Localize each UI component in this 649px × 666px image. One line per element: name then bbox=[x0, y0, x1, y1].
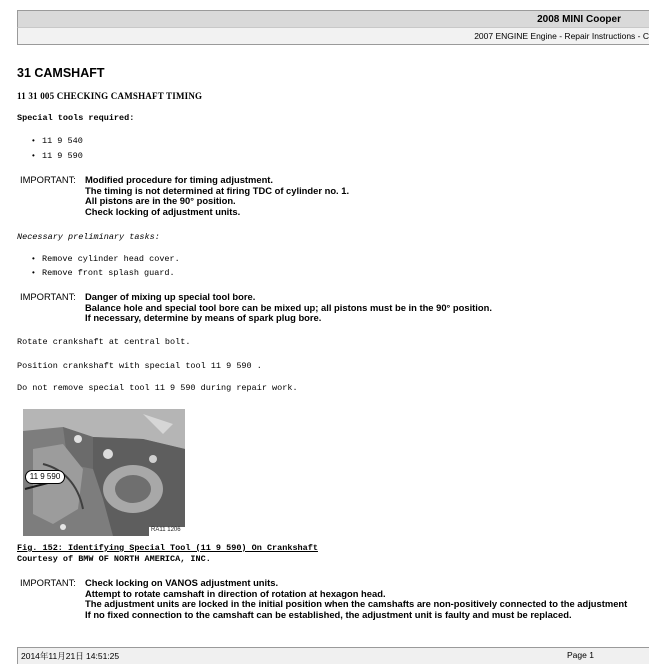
footer-timestamp: 2014年11月21日 14:51:25 bbox=[21, 651, 120, 661]
note-line: Check locking on VANOS adjustment units. bbox=[85, 577, 279, 588]
tool-callout-label: 11 9 590 bbox=[25, 470, 65, 484]
important-label: IMPORTANT: bbox=[20, 291, 76, 302]
note-line: Attempt to rotate camshaft in direction of rotation at hexagon head. bbox=[85, 587, 386, 599]
important-label: IMPORTANT: bbox=[20, 174, 76, 185]
page-footer bbox=[17, 647, 649, 664]
page-number: Page 1 bbox=[567, 650, 594, 660]
document-subtitle: 2007 ENGINE Engine - Repair Instructions - C bbox=[17, 27, 649, 45]
prelim-task-item: • Remove front splash guard. bbox=[32, 268, 175, 278]
document-header bbox=[17, 10, 649, 44]
special-tool-item: • 11 9 540 bbox=[32, 136, 83, 146]
note-line: If no fixed connection to the camshaft can be established, the adjustment unit is faulty and must be replaced. bbox=[85, 608, 572, 620]
special-tools-label: Special tools required: bbox=[17, 113, 135, 123]
prelim-task-item: • Remove cylinder head cover. bbox=[32, 254, 180, 264]
special-tool-item: • 11 9 590 bbox=[32, 151, 83, 161]
note-line: Check locking of adjustment units. bbox=[85, 205, 241, 217]
step-text: Position crankshaft with special tool 11 9 590 . bbox=[17, 361, 262, 371]
note-line: The timing is not determined at firing TDC of cylinder no. 1. bbox=[85, 184, 350, 196]
step-text: Do not remove special tool 11 9 590 during repair work. bbox=[17, 383, 298, 393]
note-line: Modified procedure for timing adjustment. bbox=[85, 174, 274, 185]
note-line: Balance hole and special tool bore can be mixed up; all pistons must be in the 90° position. bbox=[85, 301, 492, 313]
figure-caption: Fig. 152: Identifying Special Tool (11 9 590) On Crankshaft bbox=[17, 543, 318, 553]
note-line: If necessary, determine by means of spark plug bore. bbox=[85, 312, 322, 324]
important-label: IMPORTANT: bbox=[20, 577, 76, 588]
procedure-title: 11 31 005 CHECKING CAMSHAFT TIMING bbox=[17, 91, 203, 101]
note-line: The adjustment units are locked in the initial position when the camshafts are non-positively connected to the adjustment bbox=[85, 598, 628, 610]
vehicle-title: 2008 MINI Cooper bbox=[17, 10, 649, 27]
prelim-tasks-label: Necessary preliminary tasks: bbox=[17, 232, 160, 242]
note-line: Danger of mixing up special tool bore. bbox=[85, 291, 256, 302]
step-text: Rotate crankshaft at central bolt. bbox=[17, 337, 191, 347]
section-title: 31 CAMSHAFT bbox=[17, 66, 105, 80]
note-line: All pistons are in the 90° position. bbox=[85, 195, 236, 207]
figure-courtesy: Courtesy of BMW OF NORTH AMERICA, INC. bbox=[17, 554, 211, 564]
figure-code: RA11 1206 bbox=[151, 527, 181, 533]
engine-photo bbox=[23, 409, 185, 536]
